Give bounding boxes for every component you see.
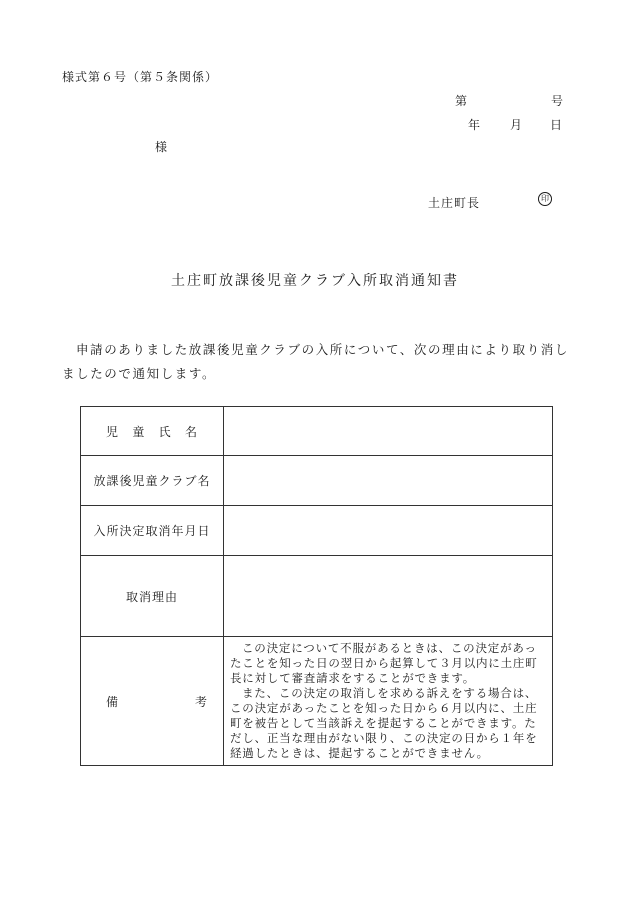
table-row-club-name (81, 456, 553, 506)
seal-mark-icon: 印 (538, 192, 552, 206)
child-name-value (224, 407, 553, 456)
notice-table (80, 406, 553, 766)
label-char: 名 (184, 424, 198, 439)
issuer-title: 土庄町長 (428, 196, 481, 210)
document-number-line (455, 92, 563, 109)
child-name-label (81, 407, 224, 456)
label-char: 備 (106, 694, 120, 709)
label-char: 氏 (158, 424, 172, 439)
club-name-value (224, 456, 553, 506)
recipient-honorific: 様 (155, 140, 168, 154)
label-char: 児 (106, 424, 120, 439)
notice-body: 申請のありました放課後児童クラブの入所について、次の理由により取り消しましたので通知します。 (62, 342, 570, 381)
form-number: 様式第６号（第５条関係） (62, 70, 219, 84)
table-row-cancel-reason (81, 556, 553, 637)
doc-number-prefix: 第 (455, 94, 468, 108)
cancel-reason-value (224, 556, 553, 637)
date-day-label: 日 (550, 118, 563, 132)
doc-number-suffix: 号 (550, 94, 563, 108)
remarks-label (81, 637, 224, 766)
label-char: 考 (194, 694, 208, 709)
cancel-reason-label: 取消理由 (81, 556, 224, 637)
remarks-value (224, 637, 553, 766)
table-row-cancel-date (81, 506, 553, 556)
table-row-remarks (81, 637, 553, 766)
table-row-child-name (81, 407, 553, 456)
remarks-paragraph-1: この決定について不服があるときは、この決定があったことを知った日の翌日から起算して３月以内に土庄町長に対して審査請求をすることができます。 (230, 641, 538, 685)
cancel-date-value (224, 506, 553, 556)
date-month-label: 月 (510, 118, 523, 132)
date-year-label: 年 (468, 118, 481, 132)
label-char: 童 (132, 424, 146, 439)
remarks-paragraph-2: また、この決定の取消しを求める訴えをする場合は、この決定があったことを知った日から６月以内に、土庄町を被告として当該訴えを提起することができます。ただし、正当な理由がない限り、この決定の日から１年を経過したときは、提起することができません。 (230, 686, 538, 760)
cancel-date-label: 入所決定取消年月日 (81, 506, 224, 556)
club-name-label: 放課後児童クラブ名 (81, 456, 224, 506)
document-title: 土庄町放課後児童クラブ入所取消通知書 (171, 273, 459, 289)
